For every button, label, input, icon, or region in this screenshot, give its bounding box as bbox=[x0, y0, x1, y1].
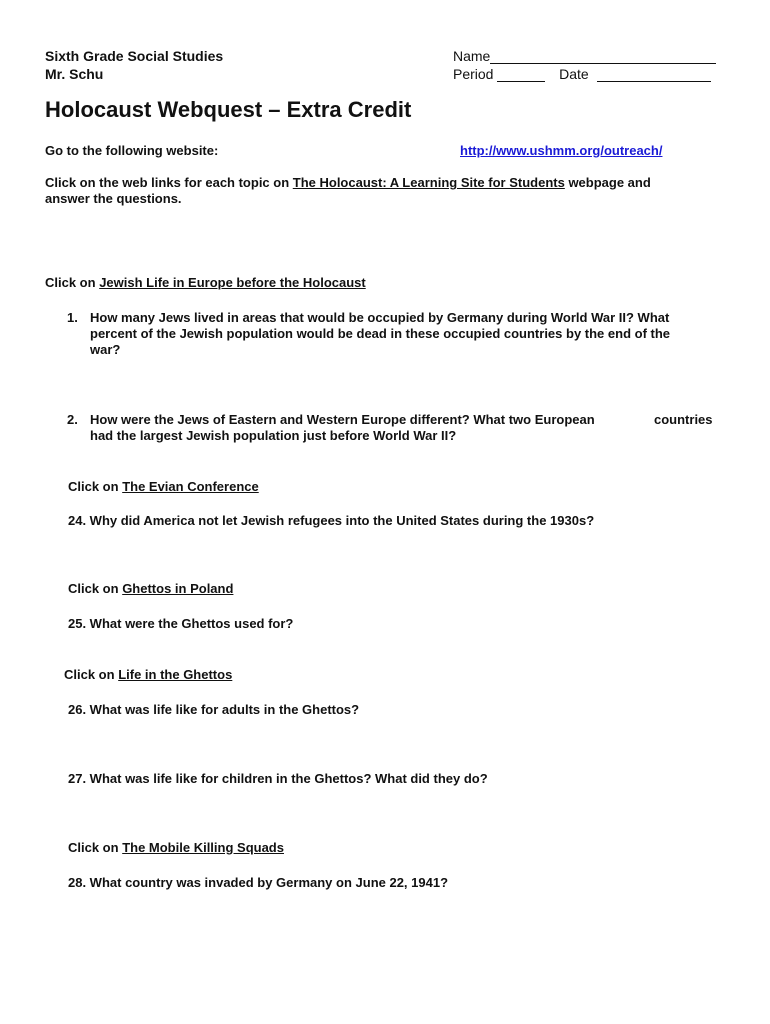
section-mobile-killing bbox=[68, 840, 284, 855]
question-24: 24. Why did America not let Jewish refugees into the United States during the 1930s? bbox=[68, 513, 595, 528]
section-jewish-life bbox=[45, 275, 366, 290]
topic-link-mobile-killing[interactable]: The Mobile Killing Squads bbox=[122, 840, 284, 855]
question-text-line: percent of the Jewish population would be dead in these occupied countries by the end of the bbox=[90, 326, 671, 341]
question-1 bbox=[67, 310, 727, 360]
click-on-label: Click on bbox=[45, 275, 100, 290]
click-on-label: Click on bbox=[68, 840, 123, 855]
name-blank[interactable] bbox=[490, 50, 716, 64]
topic-link-jewish-life[interactable]: Jewish Life in Europe before the Holocaust bbox=[99, 275, 366, 290]
question-27: 27. What was life like for children in the Ghettos? What did they do? bbox=[68, 771, 488, 786]
question-text-line: had the largest Jewish population just before World War II? bbox=[90, 428, 457, 443]
website-link[interactable]: http://www.ushmm.org/outreach/ bbox=[460, 143, 663, 158]
click-on-label: Click on bbox=[68, 479, 123, 494]
question-28: 28. What country was invaded by Germany on June 22, 1941? bbox=[68, 875, 449, 890]
period-label: Period bbox=[453, 66, 494, 82]
topic-link-ghettos-poland[interactable]: Ghettos in Poland bbox=[122, 581, 234, 596]
period-date-row bbox=[453, 66, 711, 82]
question-25: 25. What were the Ghettos used for? bbox=[68, 616, 294, 631]
section-evian bbox=[68, 479, 259, 494]
name-field[interactable] bbox=[453, 48, 716, 64]
question-text-line bbox=[90, 412, 595, 428]
teacher-name: Mr. Schu bbox=[45, 66, 104, 82]
question-2 bbox=[67, 412, 727, 446]
question-text-part: countries bbox=[654, 412, 713, 427]
question-text-part: How were the Jews of Eastern and Western Europe different? What two European bbox=[90, 412, 595, 427]
click-on-label: Click on bbox=[64, 667, 119, 682]
instructions-line2: answer the questions. bbox=[45, 191, 182, 206]
date-blank[interactable] bbox=[597, 68, 711, 82]
name-label: Name bbox=[453, 48, 491, 64]
question-text-line: How many Jews lived in areas that would be occupied by Germany during World War II? What bbox=[90, 310, 670, 325]
section-life-ghettos bbox=[64, 667, 232, 682]
page-title: Holocaust Webquest – Extra Credit bbox=[45, 97, 412, 122]
learning-site-link[interactable]: The Holocaust: A Learning Site for Students bbox=[292, 175, 565, 190]
question-number: 1. bbox=[67, 310, 78, 325]
question-text-line: war? bbox=[90, 342, 121, 357]
instructions-text-end: webpage and bbox=[564, 175, 651, 190]
period-blank[interactable] bbox=[497, 68, 545, 82]
topic-link-life-ghettos[interactable]: Life in the Ghettos bbox=[118, 667, 233, 682]
click-on-label: Click on bbox=[68, 581, 123, 596]
question-26: 26. What was life like for adults in the Ghettos? bbox=[68, 702, 360, 717]
question-number: 2. bbox=[67, 412, 78, 427]
instructions-text: Click on the web links for each topic on bbox=[45, 175, 293, 190]
go-to-label: Go to the following website: bbox=[45, 143, 219, 158]
instructions-line1 bbox=[45, 175, 651, 190]
course-name: Sixth Grade Social Studies bbox=[45, 48, 224, 64]
date-label: Date bbox=[559, 66, 589, 82]
section-ghettos-poland bbox=[68, 581, 233, 596]
topic-link-evian[interactable]: The Evian Conference bbox=[122, 479, 259, 494]
